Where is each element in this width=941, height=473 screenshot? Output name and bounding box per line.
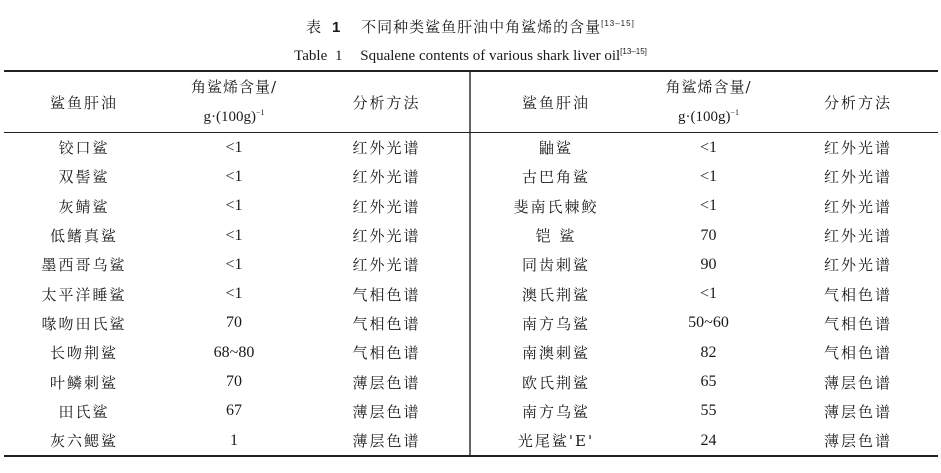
method-cell: 气相色谱 [352, 285, 421, 304]
content-cell: 70 [226, 314, 242, 332]
table-row [4, 338, 938, 367]
row-right [471, 162, 940, 191]
species-cell: 喙吻田氏鲨 [41, 314, 127, 333]
table-caption-chinese [0, 14, 941, 38]
species-cell: 古巴角鲨 [521, 168, 590, 187]
row-left [4, 221, 469, 250]
table-row [4, 221, 938, 250]
method-cell: 气相色谱 [823, 344, 892, 363]
caption-cn-prefix: 表 [306, 18, 323, 36]
header-content-unit [203, 100, 264, 130]
table-row [4, 397, 938, 426]
header-species-right: 鲨鱼肝油 [521, 93, 590, 112]
content-cell: 67 [226, 402, 242, 420]
method-cell: 气相色谱 [352, 344, 421, 363]
caption-en-number: 1 [334, 48, 343, 64]
content-cell: <1 [225, 226, 243, 244]
species-cell: 田氏鲨 [58, 402, 110, 421]
species-cell: 光尾鲨'E' [517, 432, 595, 451]
row-right [471, 367, 940, 396]
header-left-half [4, 72, 469, 132]
caption-cn-number: 1 [331, 19, 342, 36]
row-left [4, 426, 469, 455]
table-row [4, 279, 938, 308]
method-cell: 薄层色谱 [352, 432, 421, 451]
row-left [4, 279, 469, 308]
caption-en-prefix: Table [294, 48, 328, 64]
method-cell: 红外光谱 [823, 168, 892, 187]
species-cell: 灰六鳃鲨 [49, 432, 118, 451]
header-content-unit-exp-right: −1 [730, 108, 739, 117]
method-cell: 红外光谱 [352, 168, 421, 187]
row-right [471, 309, 940, 338]
header-content-label-right: 角鲨烯含量/ [665, 78, 752, 96]
method-cell: 红外光谱 [352, 256, 421, 275]
method-cell: 薄层色谱 [823, 432, 892, 451]
content-cell: 55 [700, 402, 717, 420]
row-right [471, 192, 940, 221]
content-cell: 50~60 [688, 314, 729, 332]
content-cell: 82 [700, 343, 717, 361]
caption-cn-ref: [13–15] [601, 19, 635, 28]
row-left [4, 397, 469, 426]
content-cell: <1 [225, 197, 243, 215]
table-row [4, 162, 938, 191]
species-cell: 斐南氏棘鲛 [513, 197, 599, 216]
method-cell: 红外光谱 [823, 227, 892, 246]
content-cell: <1 [225, 167, 243, 185]
row-right [471, 426, 940, 455]
species-cell: 南方乌鲨 [521, 314, 590, 333]
method-cell: 薄层色谱 [352, 373, 421, 392]
header-content-unit-exp: −1 [255, 108, 265, 117]
species-cell: 同齿刺鲨 [521, 256, 590, 275]
table-row [4, 367, 938, 396]
row-right [471, 397, 940, 426]
row-left [4, 250, 469, 279]
method-cell: 红外光谱 [352, 139, 421, 158]
header-content-unit-base-right: g·(100g) [677, 109, 731, 125]
content-cell: <1 [225, 138, 243, 156]
content-cell: 70 [700, 226, 717, 244]
method-cell: 红外光谱 [823, 256, 892, 275]
table-row [4, 309, 938, 338]
table-row [4, 133, 938, 162]
header-right-half [471, 72, 940, 132]
row-left [4, 133, 469, 162]
header-method-right: 分析方法 [823, 93, 892, 112]
row-left [4, 162, 469, 191]
header-species: 鲨鱼肝油 [49, 93, 118, 112]
method-cell: 薄层色谱 [823, 402, 892, 421]
header-method: 分析方法 [352, 93, 421, 112]
species-cell: 澳氏荆鲨 [521, 285, 590, 304]
header-content-label: 角鲨烯含量/ [190, 78, 278, 96]
species-cell: 欧氏荆鲨 [521, 373, 590, 392]
method-cell: 气相色谱 [352, 314, 421, 333]
row-right [471, 279, 940, 308]
row-right [471, 133, 940, 162]
species-cell: 鼬鲨 [538, 139, 573, 158]
method-cell: 薄层色谱 [352, 402, 421, 421]
table-row [4, 426, 938, 455]
header-content-unit-right [678, 100, 739, 130]
header-content-unit-base: g·(100g) [203, 109, 256, 125]
content-cell: <1 [699, 285, 718, 303]
content-cell: <1 [699, 138, 718, 156]
content-cell: <1 [225, 285, 243, 303]
row-left [4, 309, 469, 338]
species-cell: 低鳍真鲨 [49, 227, 118, 246]
method-cell: 红外光谱 [823, 197, 892, 216]
method-cell: 气相色谱 [823, 314, 892, 333]
table-caption-english [0, 42, 941, 66]
content-cell: <1 [699, 167, 718, 185]
row-right [471, 221, 940, 250]
species-cell: 墨西哥乌鲨 [41, 256, 127, 275]
species-cell: 南澳刺鲨 [521, 344, 590, 363]
row-right [471, 250, 940, 279]
content-cell: 65 [700, 373, 717, 391]
header-content [164, 72, 304, 132]
species-cell: 双髻鲨 [58, 168, 110, 187]
content-cell: 68~80 [213, 343, 255, 361]
caption-en-ref: [13–15] [620, 47, 647, 56]
caption-cn-title: 不同种类鲨鱼肝油中角鲨烯的含量 [361, 18, 602, 36]
content-cell: <1 [225, 255, 243, 273]
species-cell: 南方乌鲨 [521, 402, 590, 421]
content-cell: 1 [230, 431, 238, 449]
header-content-right [641, 72, 776, 132]
table-row [4, 250, 938, 279]
species-cell: 太平洋睡鲨 [41, 285, 127, 304]
method-cell: 红外光谱 [352, 227, 421, 246]
content-cell: 90 [700, 255, 717, 273]
caption-en-title: Squalene contents of various shark liver oil [360, 48, 621, 64]
method-cell: 气相色谱 [823, 285, 892, 304]
content-cell: <1 [699, 197, 718, 215]
row-right [471, 338, 940, 367]
row-left [4, 338, 469, 367]
method-cell: 红外光谱 [352, 197, 421, 216]
squalene-table [4, 70, 938, 457]
content-cell: 24 [700, 431, 717, 449]
method-cell: 红外光谱 [823, 139, 892, 158]
species-cell: 长吻荆鲨 [49, 344, 118, 363]
content-cell: 70 [226, 373, 242, 391]
row-left [4, 192, 469, 221]
species-cell: 灰鲭鲨 [58, 197, 110, 216]
row-left [4, 367, 469, 396]
table-body [4, 133, 938, 455]
method-cell: 薄层色谱 [823, 373, 892, 392]
species-cell: 铰口鲨 [58, 139, 110, 158]
species-cell: 叶鳞刺鲨 [49, 373, 118, 392]
species-cell: 铠 鲨 [535, 227, 577, 246]
table-header-row [4, 72, 938, 133]
table-row [4, 192, 938, 221]
